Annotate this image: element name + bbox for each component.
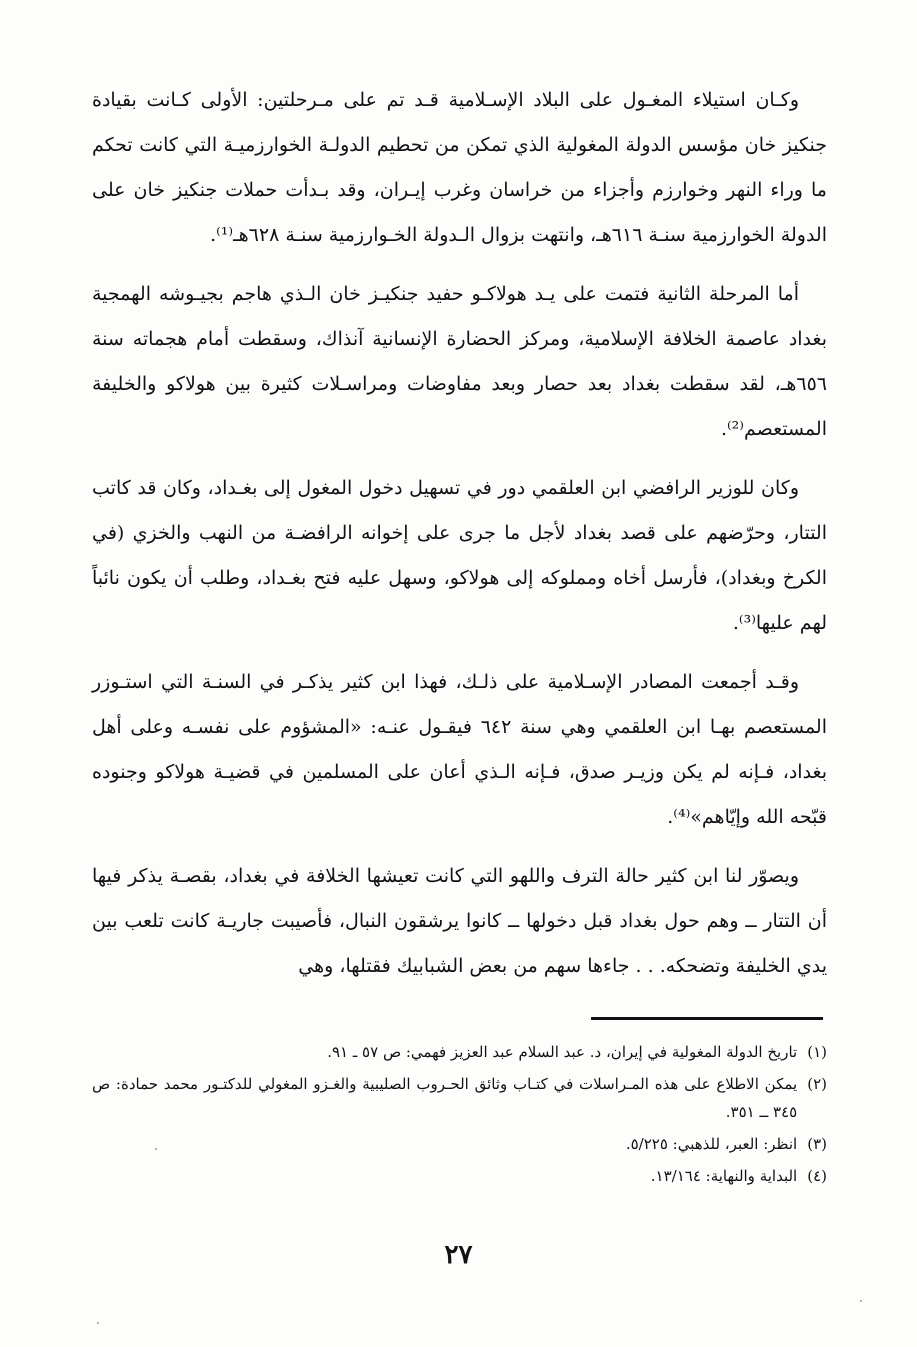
footnote-number: (٣) xyxy=(807,1135,827,1153)
scan-speck xyxy=(97,1322,99,1324)
paragraph-5: ويصوّر لنا ابن كثير حالة الترف واللهو التي كانت تعيشها الخلافة في بغداد، بقصـة يذكر فيها أن التتار ــ وهم حول بغداد قبل دخولها ــ كانوا يرشقون النبال، فأصيبت جاريـة كانت تلعب بين يدي الخليفة وتضحكه. . . جاءها سهم من بعض الشبابيك فقتلها، وهي xyxy=(92,865,827,977)
footnote-text: البداية والنهاية: ١٣/١٦٤. xyxy=(650,1167,798,1185)
footnote-4 xyxy=(92,1162,827,1190)
paragraph-1: وكـان استيلاء المغـول على البلاد الإسـلامية قـد تم على مـرحلتين: الأولى كـانت بقيادة جنكيز خان مؤسس الدولة المغولية الذي تمكن من تحطيم الدولـة الخوارزميـة التي كانت تحكم ما وراء النهر وخوارزم وأجزاء من خراسان وغرب إيـران، وقد بـدأت حملات جنكيز خان على الدولة الخوارزمية سنـة ٦١٦هـ، وانتهت بزوال الـدولة الخـوارزمية سنـة ٦٢٨هـ⁽¹⁾. xyxy=(92,89,827,246)
page-number: ٢٧ xyxy=(444,1240,473,1270)
scan-speck xyxy=(155,1148,157,1150)
footnote-text: يمكن الاطلاع على هذه المـراسلات في كتـاب وثائق الحـروب الصليبية والغـزو المغولي للدكتـور محمد حمادة: ص ٣٤٥ ــ ٣٥١. xyxy=(92,1075,798,1121)
paragraph-4: وقـد أجمعت المصادر الإسـلامية على ذلـك، فهذا ابن كثير يذكـر في السنـة التي استـوزر المستعصم بهـا ابن العلقمي وهي سنة ٦٤٢ فيقـول عنـه: «المشؤوم على نفسـه وعلى أهل بغداد، فـإنه لم يكن وزيـر صدق، فـإنه الـذي أعان على المسلمين في قضيـة هولاكو وجنوده قبّحه الله وإيّاهم»⁽⁴⁾. xyxy=(92,671,827,828)
footnote-separator xyxy=(591,1017,823,1020)
footnote-2 xyxy=(92,1070,827,1126)
main-text xyxy=(92,78,827,1003)
footnote-number: (١) xyxy=(807,1043,827,1061)
footnotes xyxy=(92,1038,827,1194)
footnote-number: (٢) xyxy=(807,1075,827,1093)
footnote-1 xyxy=(92,1038,827,1066)
footnote-text: تاريخ الدولة المغولية في إيران، د. عبد السلام عبد العزيز فهمي: ص ٥٧ ـ ٩١. xyxy=(327,1043,798,1061)
footnote-text: انظر: العبر، للذهبي: ٥/٢٢٥. xyxy=(625,1135,798,1153)
footnote-3 xyxy=(92,1130,827,1158)
paragraph-3: وكان للوزير الرافضي ابن العلقمي دور في تسهيل دخول المغول إلى بغـداد، وكان قد كاتب التتار، وحرّضهم على قصد بغداد لأجل ما جرى على إخوانه الرافضـة من النهب والخزي (في الكرخ وبغداد)، فأرسل أخاه ومملوكه إلى هولاكو، وسهل عليه فتح بغـداد، وطلب أن يكون نائباً لهم عليها⁽³⁾. xyxy=(92,477,827,634)
scan-speck xyxy=(860,1300,862,1302)
footnote-number: (٤) xyxy=(807,1167,827,1185)
paragraph-2: أما المرحلة الثانية فتمت على يـد هولاكـو حفيد جنكيـز خان الـذي هاجم بجيـوشه الهمجية بغداد عاصمة الخلافة الإسلامية، ومركز الحضارة الإنسانية آنذاك، وسقطت أمام هجماته سنة ٦٥٦هـ، لقد سقطت بغداد بعد حصار وبعد مفاوضات ومراسـلات كثيرة بين هولاكو والخليفة المستعصم⁽²⁾. xyxy=(92,283,827,440)
